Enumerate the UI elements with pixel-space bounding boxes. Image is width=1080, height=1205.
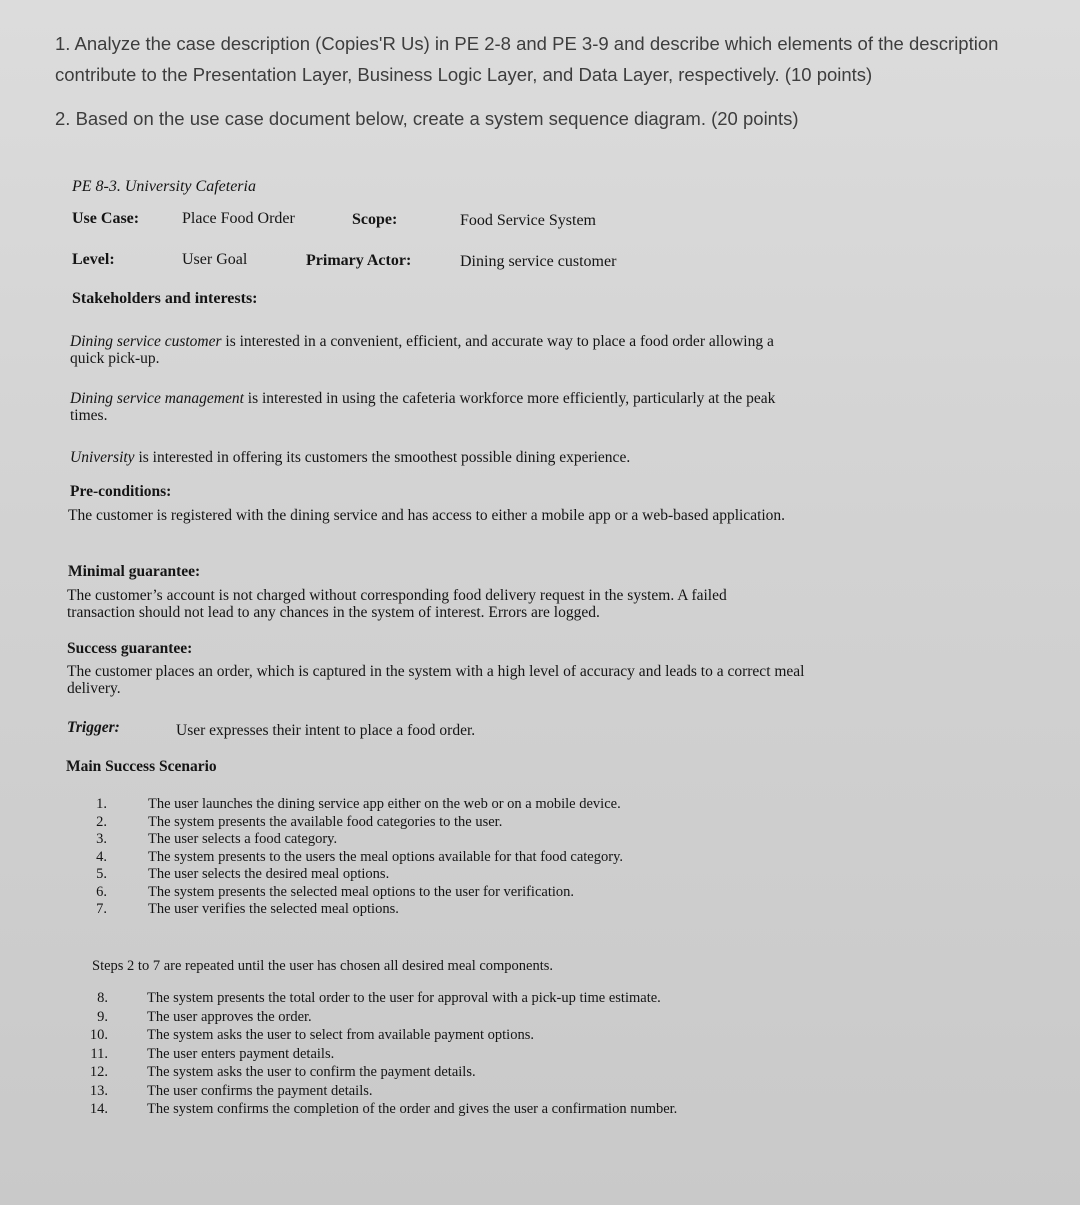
level-value: User Goal [182,251,248,268]
success-guarantee-text: The customer places an order, which is captured in the system with a high level of accuracy and leads to a correct meal delivery. [67,663,805,697]
scope-label: Scope: [352,211,398,228]
step-text: The system presents to the users the meal options available for that food category. [148,848,624,865]
minimal-guarantee-label: Minimal guarantee: [68,563,201,580]
step-text: The user launches the dining service app either on the web or on a mobile device. [148,796,621,812]
step-number: 8. [97,990,108,1006]
step-number: 6. [96,883,107,900]
step-text: The user selects a food category. [148,831,338,847]
stakeholder-3-text: is interested in offering its customers the smoothest possible dining experience. [134,449,631,466]
step-text: The user confirms the payment details. [147,1082,373,1099]
level-label: Level: [72,251,115,268]
step-number: 4. [96,848,107,865]
stakeholder-2-who: Dining service management [70,390,244,407]
scope-value: Food Service System [460,212,596,229]
step-number: 9. [97,1008,108,1025]
step-text: The user approves the order. [147,1008,312,1025]
step-number: 11. [90,1045,108,1062]
stakeholder-1-text: is interested in a convenient, efficient, and accurate way to place a food order allowing a quick pick-up. [70,333,774,367]
step-number: 1. [96,796,107,812]
step-number: 3. [96,831,107,847]
minimal-guarantee-text: The customer’s account is not charged without corresponding food delivery request in the system. A failed transaction should not lead to any chances in the system of interest. Errors are logged. [67,587,727,621]
success-guarantee-label: Success guarantee: [67,640,193,657]
step-text: The system asks the user to select from available payment options. [147,1027,534,1043]
repeat-note: Steps 2 to 7 are repeated until the user has chosen all desired meal components. [92,958,554,974]
step-text: The user verifies the selected meal options. [148,901,399,917]
stakeholder-1 [70,333,790,367]
step-number: 12. [89,1064,108,1080]
step-text: The system presents the selected meal options to the user for verification. [148,883,575,900]
use-case-label: Use Case: [72,210,140,227]
stakeholder-2-text: is interested in using the cafeteria workforce more efficiently, particularly at the peak times. [70,390,776,424]
primary-actor-value: Dining service customer [460,253,617,270]
step-number: 14. [89,1101,108,1117]
step-text: The user selects the desired meal options. [148,866,390,882]
preconditions-text: The customer is registered with the dining service and has access to either a mobile app or a web-based application. [68,507,786,524]
stakeholder-3 [70,449,830,466]
step-number: 5. [96,866,107,882]
use-case-value: Place Food Order [182,210,295,227]
stakeholder-3-who: University [70,449,135,466]
trigger-text: User expresses their intent to place a food order. [176,722,476,739]
step-text: The system presents the total order to the user for approval with a pick-up time estimate. [147,990,661,1006]
primary-actor-label: Primary Actor: [306,252,412,269]
step-text: The system asks the user to confirm the payment details. [147,1064,476,1080]
stakeholders-label: Stakeholders and interests: [72,290,258,307]
step-number: 7. [96,901,107,917]
preconditions-label: Pre-conditions: [70,483,172,500]
step-number: 2. [96,813,107,830]
question-2: 2. Based on the use case document below, create a system sequence diagram. (20 points) [55,108,799,129]
step-number: 10. [89,1027,108,1043]
usecase-heading: PE 8-3. University Cafeteria [72,178,256,195]
stakeholder-2 [70,390,810,424]
step-text: The system presents the available food categories to the user. [148,813,503,830]
question-1: 1. Analyze the case description (Copies'R Us) in PE 2-8 and PE 3-9 and describe which elements of the description contribute to the Presentation Layer, Business Logic Layer, and Data Layer, respectively. (10 points) [55,33,999,85]
step-text: The user enters payment details. [147,1045,335,1062]
step-number: 13. [89,1082,108,1099]
main-scenario-label: Main Success Scenario [66,758,217,775]
trigger-label: Trigger: [67,719,120,736]
step-text: The system confirms the completion of the order and gives the user a confirmation number. [147,1101,678,1117]
stakeholder-1-who: Dining service customer [70,333,222,350]
